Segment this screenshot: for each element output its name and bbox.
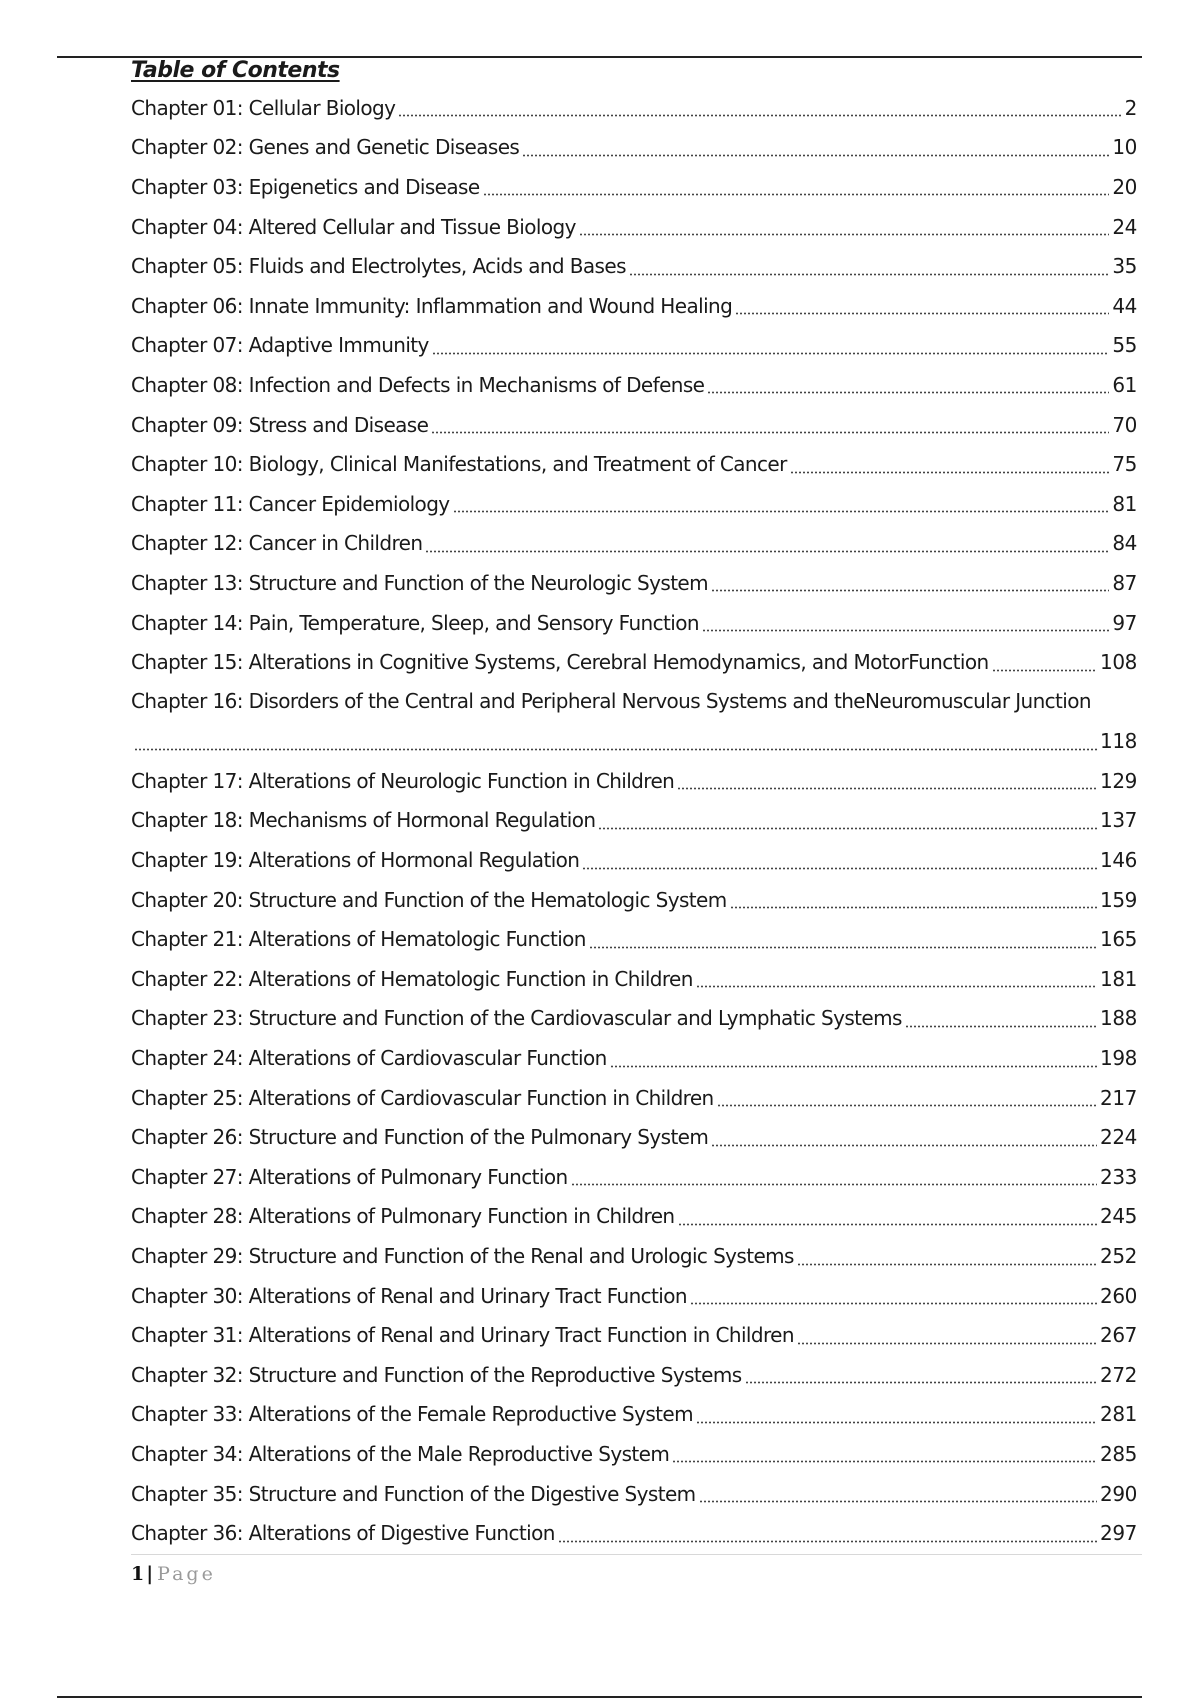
toc-entry-page: 129	[1100, 768, 1137, 793]
dot-leader	[797, 1263, 1097, 1266]
toc-entry-title: Chapter 30: Alterations of Renal and Urinary Tract Function	[131, 1283, 687, 1308]
toc-entry-page: 137	[1100, 808, 1137, 833]
dot-leader	[677, 787, 1097, 790]
toc-entry[interactable]	[131, 1157, 1137, 1197]
toc-entry-page: 217	[1100, 1085, 1137, 1110]
toc-entry-page: 260	[1100, 1283, 1137, 1308]
toc-entry-title: Chapter 07: Adaptive Immunity	[131, 333, 429, 358]
toc-entry[interactable]	[131, 999, 1137, 1039]
dot-leader	[579, 233, 1110, 236]
toc-entry-title: Chapter 28: Alterations of Pulmonary Function in Children	[131, 1204, 675, 1229]
toc-entry-title: Chapter 16: Disorders of the Central and Peripheral Nervous Systems and theNeuromuscular Junction	[131, 688, 1091, 713]
toc-entry[interactable]	[131, 405, 1137, 445]
toc-entry-title: Chapter 24: Alterations of Cardiovascular Function	[131, 1046, 607, 1071]
toc-entry-page: 245	[1100, 1204, 1137, 1229]
dot-leader	[483, 193, 1110, 196]
toc-entry-title: Chapter 33: Alterations of the Female Reproductive System	[131, 1402, 693, 1427]
dot-leader	[425, 550, 1109, 553]
dot-leader	[702, 629, 1109, 632]
toc-entry-title: Chapter 12: Cancer in Children	[131, 531, 423, 556]
dot-leader	[690, 1302, 1097, 1305]
dot-leader	[398, 114, 1121, 117]
toc-entry[interactable]	[131, 1315, 1137, 1355]
dot-leader	[696, 1421, 1097, 1424]
toc-entry[interactable]	[131, 1236, 1137, 1276]
toc-entry[interactable]	[131, 761, 1137, 801]
toc-entry[interactable]	[131, 365, 1137, 405]
toc-heading: Table of Contents	[131, 58, 340, 83]
toc-list	[131, 88, 1137, 1553]
dot-leader	[711, 589, 1109, 592]
toc-entry[interactable]	[131, 1038, 1137, 1078]
toc-entry-title: Chapter 22: Alterations of Hematologic Function in Children	[131, 966, 693, 991]
toc-entry-title: Chapter 31: Alterations of Renal and Urinary Tract Function in Children	[131, 1323, 794, 1348]
footer-separator: |	[146, 1563, 154, 1585]
toc-entry-title: Chapter 05: Fluids and Electrolytes, Acids and Bases	[131, 254, 626, 279]
toc-entry[interactable]	[131, 1078, 1137, 1118]
toc-entry-title: Chapter 04: Altered Cellular and Tissue Biology	[131, 214, 576, 239]
dot-leader	[431, 431, 1109, 434]
toc-entry-title: Chapter 17: Alterations of Neurologic Function in Children	[131, 768, 675, 793]
toc-entry[interactable]	[131, 88, 1137, 128]
toc-entry[interactable]	[131, 563, 1137, 603]
toc-entry-page: 84	[1112, 531, 1137, 556]
footer-page-number: 1	[131, 1563, 145, 1585]
toc-entry[interactable]	[131, 128, 1137, 168]
toc-entry[interactable]	[131, 919, 1137, 959]
toc-entry-page: 267	[1100, 1323, 1137, 1348]
toc-entry[interactable]	[131, 1197, 1137, 1237]
toc-entry-page: 61	[1112, 372, 1137, 397]
dot-leader	[589, 946, 1097, 949]
dot-leader	[905, 1025, 1097, 1028]
toc-entry-page: 118	[1100, 729, 1137, 754]
dot-leader	[797, 1342, 1097, 1345]
toc-entry-page: 290	[1100, 1481, 1137, 1506]
toc-entry-title: Chapter 27: Alterations of Pulmonary Function	[131, 1164, 568, 1189]
dot-leader	[629, 273, 1109, 276]
toc-entry[interactable]	[131, 326, 1137, 366]
toc-entry-title: Chapter 10: Biology, Clinical Manifestations, and Treatment of Cancer	[131, 452, 787, 477]
toc-entry-page: 70	[1112, 412, 1137, 437]
dot-leader	[707, 391, 1109, 394]
dot-leader	[678, 1223, 1098, 1226]
toc-entry-title: Chapter 18: Mechanisms of Hormonal Regulation	[131, 808, 596, 833]
toc-entry[interactable]	[131, 524, 1137, 564]
dot-leader	[745, 1381, 1097, 1384]
toc-entry[interactable]	[131, 1474, 1137, 1514]
toc-entry-title: Chapter 23: Structure and Function of the Cardiovascular and Lymphatic Systems	[131, 1006, 902, 1031]
dot-leader	[711, 1144, 1097, 1147]
dot-leader	[699, 1500, 1097, 1503]
dot-leader	[598, 827, 1097, 830]
toc-entry-title: Chapter 34: Alterations of the Male Reproductive System	[131, 1441, 670, 1466]
toc-entry[interactable]	[131, 840, 1137, 880]
footer-page-word: Page	[157, 1563, 216, 1585]
toc-entry-page: 2	[1124, 95, 1137, 120]
toc-entry[interactable]	[131, 1355, 1137, 1395]
toc-entry-page: 224	[1100, 1125, 1137, 1150]
toc-entry[interactable]	[131, 1276, 1137, 1316]
toc-entry-title: Chapter 06: Innate Immunity: Inflammation and Wound Healing	[131, 293, 733, 318]
toc-entry[interactable]	[131, 444, 1137, 484]
dot-leader	[790, 471, 1110, 474]
dot-leader	[992, 669, 1097, 672]
dot-leader	[730, 906, 1097, 909]
toc-entry-title: Chapter 14: Pain, Temperature, Sleep, and Sensory Function	[131, 610, 699, 635]
toc-entry-page: 81	[1112, 491, 1137, 516]
dot-leader	[582, 867, 1097, 870]
toc-entry[interactable]	[131, 207, 1137, 247]
toc-entry-page: 87	[1112, 570, 1137, 595]
toc-entry-page: 281	[1100, 1402, 1137, 1427]
toc-entry-page: 233	[1100, 1164, 1137, 1189]
toc-entry-page: 198	[1100, 1046, 1137, 1071]
toc-entry-page: 35	[1112, 254, 1137, 279]
footer-rule	[131, 1554, 1142, 1555]
toc-entry-page: 24	[1112, 214, 1137, 239]
toc-entry-page: 188	[1100, 1006, 1137, 1031]
toc-entry-title: Chapter 08: Infection and Defects in Mechanisms of Defense	[131, 372, 705, 397]
dot-leader	[610, 1065, 1097, 1068]
toc-entry[interactable]	[131, 484, 1137, 524]
toc-entry-page: 10	[1112, 135, 1137, 160]
toc-entry[interactable]	[131, 959, 1137, 999]
dot-leader	[672, 1460, 1097, 1463]
toc-entry-title: Chapter 01: Cellular Biology	[131, 95, 396, 120]
toc-entry[interactable]	[131, 801, 1137, 841]
toc-entry-page: 146	[1100, 848, 1137, 873]
toc-entry-page: 44	[1112, 293, 1137, 318]
toc-entry-continuation	[131, 722, 1137, 762]
toc-entry-title: Chapter 15: Alterations in Cognitive Systems, Cerebral Hemodynamics, and MotorFunction	[131, 650, 989, 675]
toc-entry-page: 165	[1100, 927, 1137, 952]
toc-entry[interactable]	[131, 642, 1137, 682]
toc-entry-title: Chapter 19: Alterations of Hormonal Regulation	[131, 848, 580, 873]
toc-entry-title: Chapter 29: Structure and Function of the Renal and Urologic Systems	[131, 1244, 794, 1269]
toc-entry-page: 55	[1112, 333, 1137, 358]
toc-entry-title: Chapter 26: Structure and Function of the Pulmonary System	[131, 1125, 709, 1150]
toc-entry[interactable]	[131, 880, 1137, 920]
toc-entry-title: Chapter 35: Structure and Function of the Digestive System	[131, 1481, 696, 1506]
toc-entry-page: 297	[1100, 1521, 1137, 1546]
dot-leader	[717, 1104, 1097, 1107]
toc-entry[interactable]	[131, 682, 1137, 761]
toc-entry-page: 285	[1100, 1441, 1137, 1466]
bottom-rule	[57, 1696, 1142, 1698]
dot-leader	[735, 312, 1109, 315]
dot-leader	[134, 748, 1097, 751]
toc-entry-page: 159	[1100, 887, 1137, 912]
toc-entry[interactable]	[131, 1513, 1137, 1553]
toc-entry[interactable]	[131, 1395, 1137, 1435]
toc-entry-page: 181	[1100, 966, 1137, 991]
toc-entry-title: Chapter 09: Stress and Disease	[131, 412, 429, 437]
toc-entry-title: Chapter 32: Structure and Function of the Reproductive Systems	[131, 1362, 742, 1387]
dot-leader	[571, 1183, 1097, 1186]
toc-entry[interactable]	[131, 1117, 1137, 1157]
toc-entry-title: Chapter 36: Alterations of Digestive Function	[131, 1521, 555, 1546]
toc-entry-title: Chapter 21: Alterations of Hematologic Function	[131, 927, 586, 952]
dot-leader	[696, 985, 1097, 988]
toc-entry[interactable]	[131, 1434, 1137, 1474]
page-footer	[131, 1560, 216, 1588]
toc-entry-page: 20	[1112, 174, 1137, 199]
toc-entry-page: 272	[1100, 1362, 1137, 1387]
toc-entry[interactable]	[131, 603, 1137, 643]
toc-entry-page: 252	[1100, 1244, 1137, 1269]
toc-entry-page: 108	[1100, 650, 1137, 675]
toc-entry-title: Chapter 13: Structure and Function of the Neurologic System	[131, 570, 709, 595]
toc-entry[interactable]	[131, 167, 1137, 207]
toc-entry[interactable]	[131, 246, 1137, 286]
dot-leader	[453, 510, 1110, 513]
toc-entry-title: Chapter 03: Epigenetics and Disease	[131, 174, 480, 199]
toc-entry-page: 75	[1112, 452, 1137, 477]
dot-leader	[558, 1540, 1097, 1543]
toc-entry-title: Chapter 02: Genes and Genetic Diseases	[131, 135, 520, 160]
toc-entry-page: 97	[1112, 610, 1137, 635]
toc-entry-title: Chapter 20: Structure and Function of the Hematologic System	[131, 887, 727, 912]
dot-leader	[432, 352, 1110, 355]
toc-entry-title: Chapter 11: Cancer Epidemiology	[131, 491, 450, 516]
toc-entry[interactable]	[131, 286, 1137, 326]
toc-entry-title: Chapter 25: Alterations of Cardiovascular Function in Children	[131, 1085, 714, 1110]
dot-leader	[522, 154, 1109, 157]
